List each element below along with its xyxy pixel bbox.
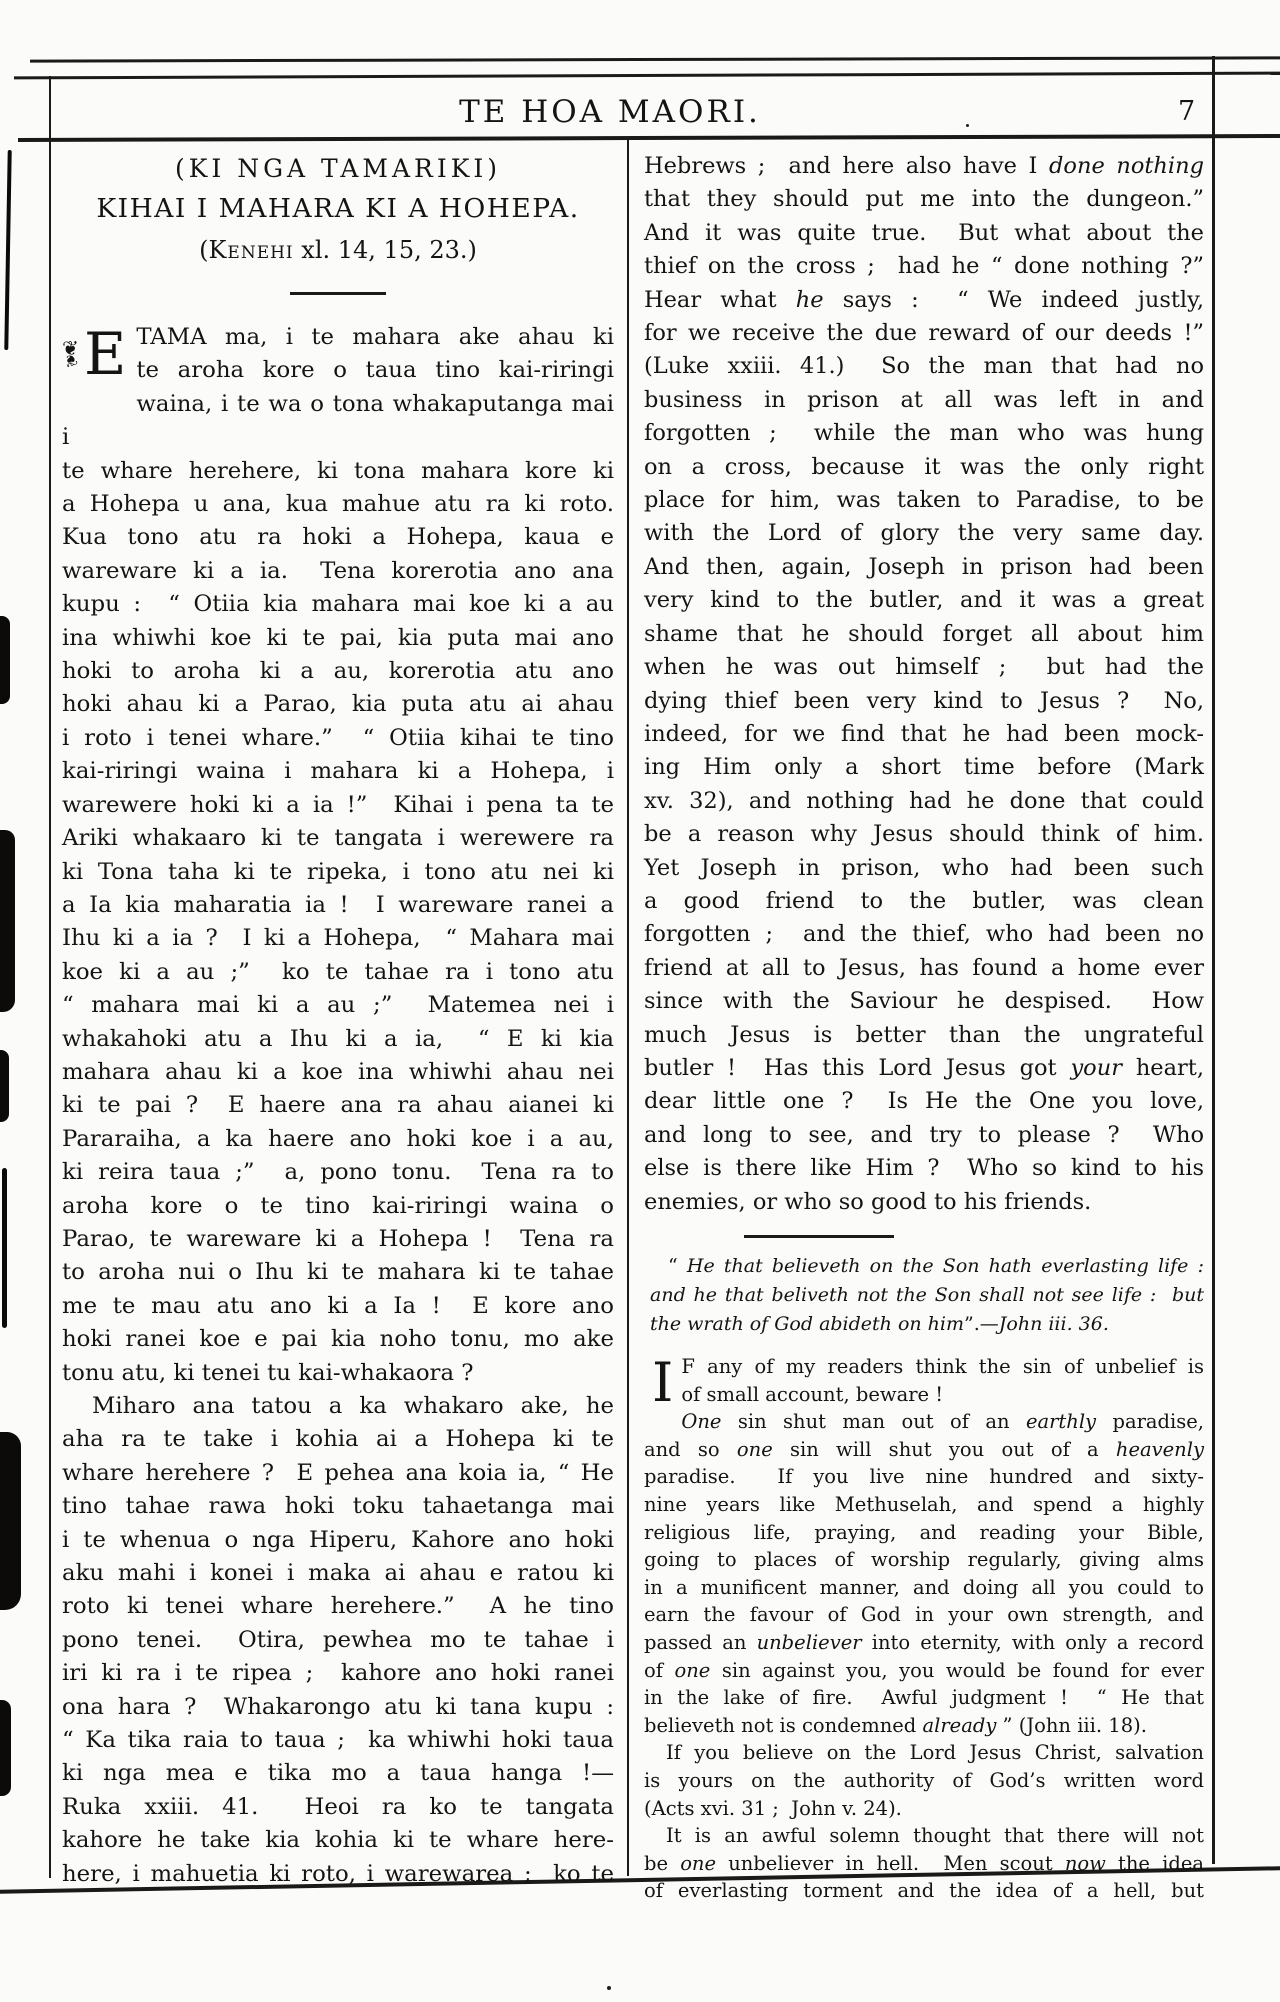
page-border-right [1212,56,1215,1864]
solemn-thought-paragraph [644,1822,1204,1905]
text-line: since with the Saviour he despised. How [644,988,1204,1015]
text-line: and long to see, and try to please ? Who [644,1121,1204,1148]
scan-artifact [0,1700,11,1796]
text-line: earn the favour of God in your own strength, and [644,1603,1204,1627]
text-line: that they should put me into the dungeon.” [644,186,1204,213]
text-line: ki te pai ? E haere ana ra ahau aianei ki [62,1092,614,1119]
text-line: And then, again, Joseph in prison had been [644,553,1204,580]
text-line: me te mau atu ano ki a Ia ! E kore ano [62,1292,614,1319]
scan-artifact [607,1986,611,1990]
text-line: and he that beliveth not the Son shall not see life : but [650,1284,1204,1306]
text-line: iri ki ra i te ripea ; kahore ano hoki ranei [62,1660,614,1687]
text-line: a Ia kia maharatia ia ! I wareware ranei a [62,891,614,918]
text-line: dying thief been very kind to Jesus ? No, [644,687,1204,714]
article-heading: KIHAI I MAHARA KI A HOHEPA. [96,193,580,224]
text-line: friend at all to Jesus, has found a home ever [644,954,1204,981]
heading-separator-rule [290,292,386,295]
scan-artifact [0,1432,21,1610]
text-line: aku mahi i konei i maka ai ahau e ratou ki [62,1560,614,1587]
text-line: Hebrews ; and here also have I done nothing [644,153,1204,179]
text-line: kupu : “ Otiia kia mahara mai koe ki a au [62,591,614,618]
text-line: on a cross, because it was the only right [644,453,1204,480]
text-line: when he was out himself ; but had the [644,654,1204,681]
text-line: te whare herehere, ki tona mahara kore ki [62,457,614,484]
text-line: very kind to the butler, and it was a great [644,587,1204,614]
unbelief-one-sin-paragraph [644,1408,1204,1739]
text-line: Pararaiha, a ka haere ano hoki koe i a au, [62,1125,614,1152]
text-line: of one sin against you, you would be found for ever [644,1658,1205,1682]
text-line: in the lake of fire. Awful judgment ! “ He that [644,1686,1204,1710]
text-line: hoki ahau ki a Parao, kia puta atu ai ahau [62,691,614,718]
text-line: hoki to aroha ki a au, korerotia atu ano [62,658,614,685]
text-line: Hear what he says : “ We indeed justly, [644,286,1204,313]
text-line: going to places of worship regularly, giving alms [644,1548,1204,1572]
text-line: for we receive the due reward of our deeds !” [644,320,1204,347]
believe-paragraph [644,1739,1204,1822]
text-line: i te whenua o nga Hiperu, Kahore ano hoki [62,1526,614,1553]
scan-artifact [4,150,11,350]
text-line: pono tenei. Otira, pewhea mo te tahae i [62,1626,614,1653]
text-line: the wrath of God abideth on him”.—John iii. 36. [650,1313,1109,1335]
text-line: is yours on the authority of God’s written word [644,1768,1204,1792]
column-divider [627,140,629,1876]
text-line: waina, i te wa o tona whakaputanga mai i [62,390,614,451]
text-line: of small account, beware ! [681,1382,944,1406]
text-line: ing Him only a short time before (Mark [644,754,1204,781]
text-line: kahore he take kia kohia ki te whare here- [62,1827,614,1854]
text-line: It is an awful solemn thought that there will not [666,1824,1204,1848]
text-line: aha ra te take i kohia ai a Hohepa ki te [62,1426,614,1453]
scan-artifact [0,616,10,704]
maori-opening-paragraph [62,321,614,1390]
text-line: (Acts xvi. 31 ; John v. 24). [644,1796,902,1820]
text-line: else is there like Him ? Who so kind to his [644,1155,1204,1182]
text-line: roto ki tenei whare herehere.” A he tino [62,1593,614,1620]
text-line: Ihu ki a ia ? I ki a Hohepa, “ Mahara mai [62,925,614,952]
text-line: F any of my readers think the sin of unbelief is [681,1355,1204,1378]
text-line: TAMA ma, i te mahara ake ahau ki [136,324,614,350]
text-line: with the Lord of glory the very same day. [644,520,1204,547]
text-line: whare herehere ? E pehea ana koia ia, “ He [62,1459,614,1486]
text-line: here, i mahuetia ki roto, i warewarea ; ko te [62,1860,614,1887]
top-rule-outer [30,56,1280,62]
text-line: be a reason why Jesus should think of him. [644,821,1204,848]
text-line: Ruka xxiii. 41. Heoi ra ko te tangata [62,1793,614,1820]
text-line: believeth not is condemned already ” (John iii. 18). [644,1713,1147,1737]
text-line: of everlasting torment and the idea of a hell, but [644,1879,1204,1903]
text-line: aroha kore o te tino kai-riringi waina o [62,1192,614,1219]
scan-artifact [966,124,969,127]
text-line: butler ! Has this Lord Jesus got your heart, [644,1054,1204,1081]
text-line: And it was quite true. But what about the [644,219,1204,246]
text-line: warewere hoki ki a ia !” Kihai i pena ta te [62,791,614,818]
text-line: “ He that believeth on the Son hath everlasting life : [668,1255,1204,1277]
page-title: TE HOA MAORI. [459,94,761,130]
text-line: much Jesus is better than the ungrateful [644,1021,1204,1048]
text-line: kai-riringi waina i mahara ki a Hohepa, i [62,758,614,785]
text-line: xv. 32), and nothing had he done that could [644,787,1204,814]
column-left [62,148,614,1891]
text-line: wareware ki a ia. Tena korerotia ano ana [62,557,614,584]
drop-cap: ❦ E ❦ [62,321,136,389]
text-line: One sin shut man out of an earthly paradise, [681,1410,1204,1434]
text-line: Ariki whakaaro ki te tangata i werewere ra [62,825,614,852]
text-line: “ mahara mai ki a au ;” Matemea nei i [62,992,614,1019]
text-line: ki Tona taha ki te ripeka, i tono atu nei ki [62,858,614,885]
text-line: te aroha kore o taua tino kai-riringi [136,357,614,384]
text-line: ona hara ? Whakarongo atu ki tana kupu : [62,1693,614,1720]
text-line: tino tahae rawa hoki toku tahaetanga mai [62,1493,614,1520]
text-line: business in prison at all was left in and [644,386,1204,413]
text-line: enemies, or who so good to his friends. [644,1188,1092,1215]
text-line: (Luke xxiii. 41.) So the man that had no [644,353,1204,380]
text-line: ina whiwhi koe ki te pai, kia puta mai ano [62,624,614,651]
page-number: 7 [1178,96,1196,127]
page-border-left [49,76,51,1878]
text-line: passed an unbeliever into eternity, with only a record [644,1630,1204,1654]
text-line: ki nga mea e tika mo a taua hanga !— [62,1760,614,1787]
article-kicker: (KI NGA TAMARIKI) [174,154,502,183]
text-line: i roto i tenei whare.” “ Otiia kihai te tino [62,724,614,751]
left-column-body [62,321,614,1891]
masthead-rule [18,134,1280,142]
maori-second-paragraph [62,1390,614,1891]
scripture-quote [644,1252,1204,1339]
text-line: indeed, for we find that he had been mock- [644,720,1204,747]
text-line: If you believe on the Lord Jesus Christ, salvation [666,1741,1204,1765]
scripture-quote-paragraph [650,1252,1204,1339]
text-line: in a munificent manner, and doing all you could to [644,1575,1204,1599]
text-line: a good friend to the butler, was clean [644,887,1204,914]
text-line: shame that he should forget all about him [644,620,1204,647]
text-line: hoki ranei koe e pai kia noho tonu, mo ake [62,1326,614,1353]
article-separator-rule [744,1235,894,1238]
text-line: paradise. If you live nine hundred and sixty- [644,1465,1204,1489]
text-line: Kua tono atu ra hoki a Hohepa, kaua e [62,524,614,551]
drop-cap: I [652,1351,674,1414]
article-reference: (Kenehi xl. 14, 15, 23.) [199,236,477,264]
text-line: dear little one ? Is He the One you love, [644,1088,1204,1115]
text-line: tonu atu, ki tenei tu kai-whakaora ? [62,1359,474,1386]
text-line: to aroha nui o Ihu ki te mahara ki te tahae [62,1259,614,1286]
second-article [644,1353,1204,1905]
scan-artifact [2,1168,7,1328]
top-rule-inner [14,72,1280,80]
text-line: thief on the cross ; had he “ done nothing ?” [644,253,1204,280]
text-line: mahara ahau ki a koe ina whiwhi ahau nei [62,1058,614,1085]
text-line: forgotten ; while the man who was hung [644,420,1204,447]
unbelief-opening-paragraph [644,1351,1204,1414]
scan-artifact [0,1050,9,1122]
column-right [644,150,1204,1905]
text-line: ki reira taua ;” a, pono tonu. Tena ra to [62,1159,614,1186]
text-line: koe ki a au ;” ko te tahae ra i tono atu [62,958,614,985]
scan-artifact [0,830,15,1012]
text-line: “ Ka tika raia to taua ; ka whiwhi hoki taua [62,1727,614,1754]
text-line: and so one sin will shut you out of a heavenly [644,1437,1204,1461]
text-line: nine years like Methuselah, and spend a highly [644,1492,1204,1516]
text-line: be one unbeliever in hell. Men scout now the idea [644,1851,1204,1875]
text-line: Yet Joseph in prison, who had been such [644,854,1204,881]
english-continuation-paragraph [644,150,1204,1219]
text-line: whakahoki atu a Ihu ki a ia, “ E ki kia [62,1025,614,1052]
text-line: forgotten ; and the thief, who had been no [644,921,1204,948]
text-line: Parao, te wareware ki a Hohepa ! Tena ra [62,1225,614,1252]
text-line: a Hohepa u ana, kua mahue atu ra ki roto. [62,491,614,518]
right-column-main [644,150,1204,1219]
text-line: religious life, praying, and reading your Bible, [644,1520,1204,1544]
text-line: place for him, was taken to Paradise, to be [644,487,1204,514]
text-line: Miharo ana tatou a ka whakaro ake, he [92,1393,614,1419]
